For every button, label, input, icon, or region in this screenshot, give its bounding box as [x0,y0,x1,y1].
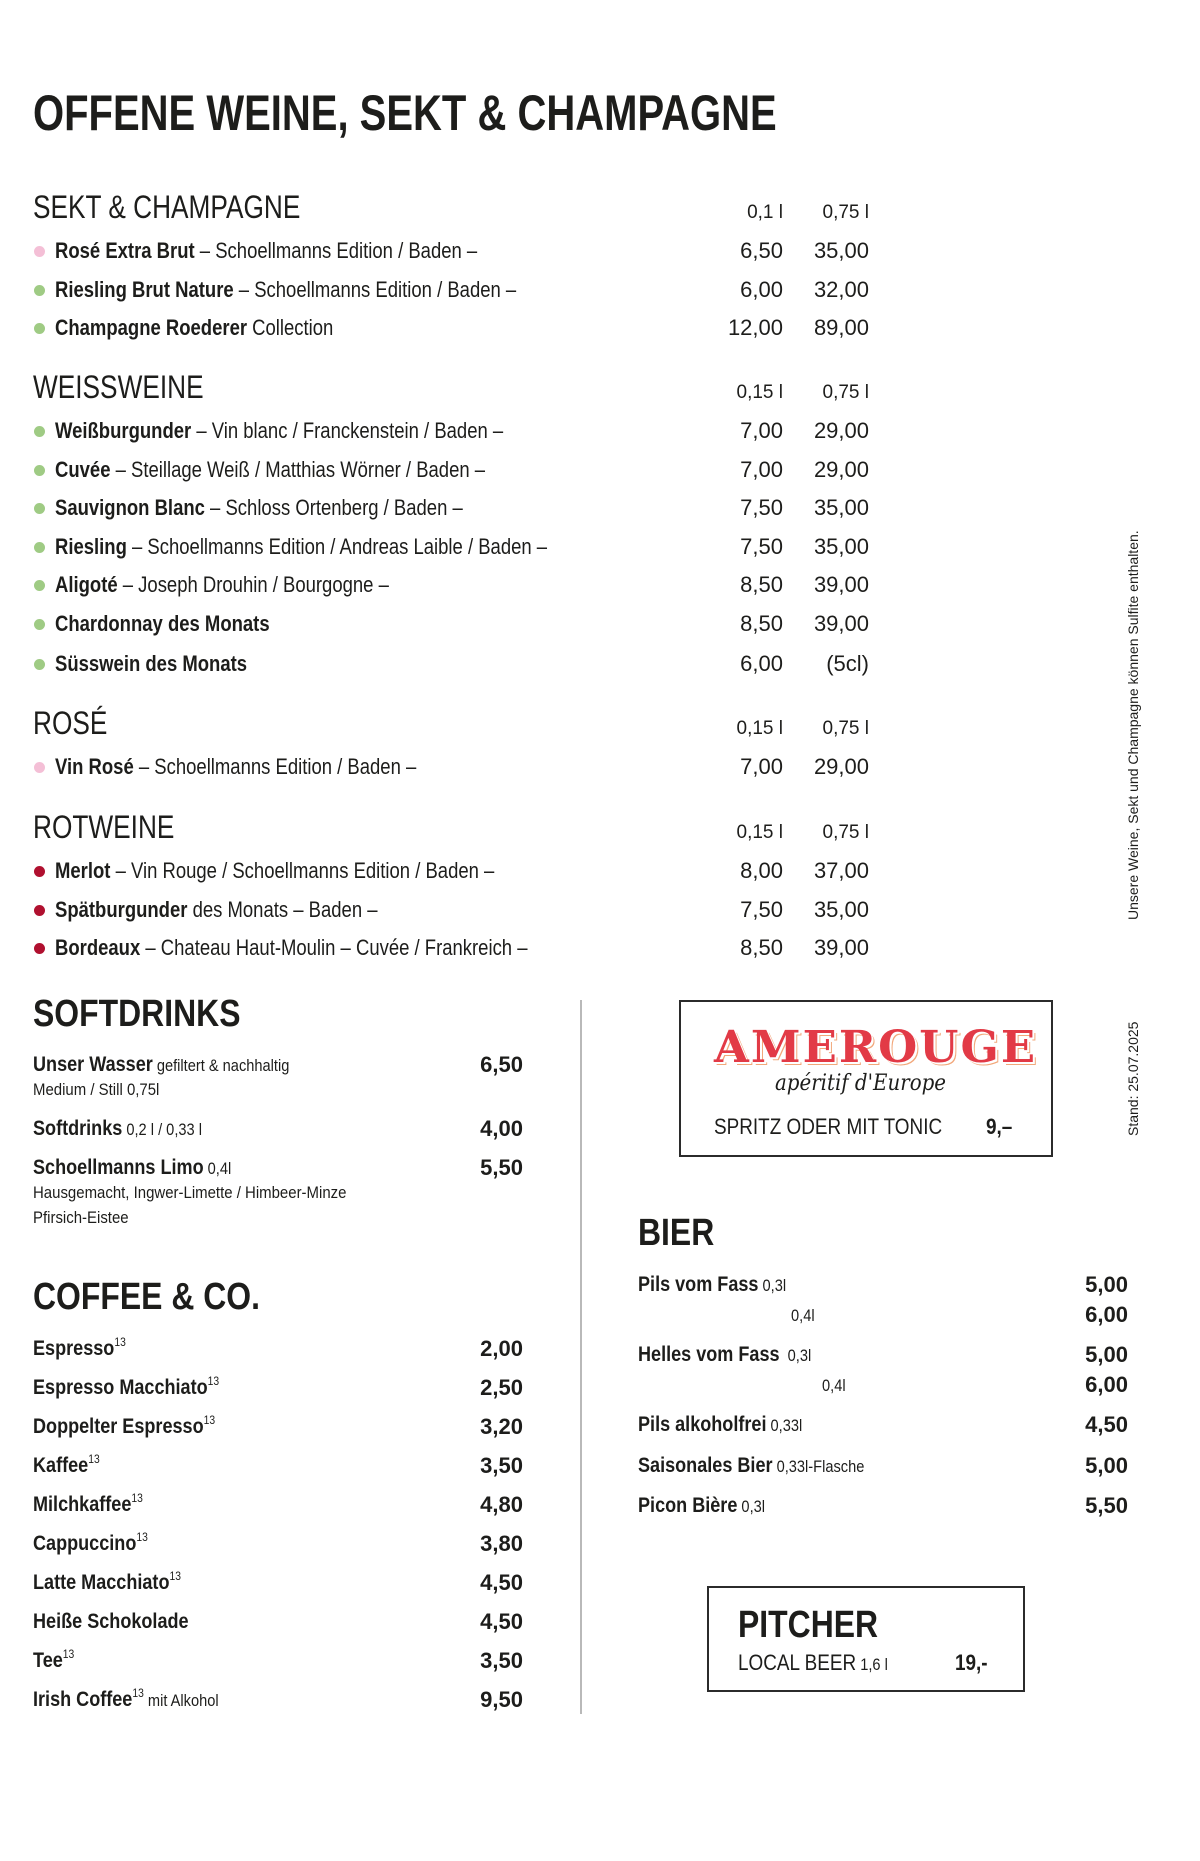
wine-name: Aligoté – Joseph Drouhin / Bourgogne – [55,572,389,597]
price-bottle: 35,00 [813,533,869,559]
menu-item-coffee: Kaffee$^{13}$ [33,1452,100,1477]
wine-row [30,493,910,523]
menu-item-picon-biere: Picon Bière 0,3l [638,1494,766,1517]
wine-category-heading: WEISSWEINE [33,369,204,405]
wine-row [30,313,910,343]
wine-row [30,570,910,600]
wine-name: Vin Rosé – Schoellmanns Edition / Baden – [55,754,417,779]
price: 5,50 [1085,1493,1128,1518]
stand-date: Stand: 25.07.2025 [1125,1021,1141,1136]
sulfite-note: Unsere Weine, Sekt und Champagne können Sulfite enthalten. [1125,530,1141,920]
menu-item-subtext: Medium / Still 0,75l [33,1080,160,1099]
bullet-dot-icon [34,905,45,916]
volume-header: 0,75 l [822,202,869,223]
pitcher-label: LOCAL BEER 1,6 l [738,1650,888,1675]
menu-item-coffee: Latte Macchiato$^{13}$ [33,1569,181,1594]
price: 6,00 [1085,1372,1128,1397]
price: 6,00 [1085,1302,1128,1327]
bier-heading: BIER [638,1212,715,1254]
wine-row [30,609,910,639]
price: 3,20 [480,1414,523,1439]
allergen-footnote: 13 [132,1686,144,1700]
price: 9,50 [480,1687,523,1712]
price-glass: 6,50 [740,238,783,263]
bullet-dot-icon [34,285,45,296]
price-bottle: 29,00 [813,754,869,779]
price: 3,80 [480,1531,523,1556]
allergen-footnote: 13 [203,1413,216,1427]
allergen-footnote: 13 [114,1335,126,1349]
amerouge-box [679,1000,1053,1157]
price-glass: 12,00 [727,315,783,340]
wine-name: Bordeaux – Chateau Haut-Moulin – Cuvée / Frankreich – [55,935,528,960]
wine-category-heading: ROSÉ [33,705,108,741]
coffee-heading: COFFEE & CO. [33,1276,260,1318]
wine-name: Sauvignon Blanc – Schloss Ortenberg / Baden – [55,495,463,520]
price-glass: 7,50 [740,896,783,922]
price-bottle: 39,00 [813,610,869,636]
bullet-dot-icon [34,465,45,476]
wine-name: Riesling Brut Nature – Schoellmanns Edition / Baden – [55,276,517,302]
menu-item-subtext: Hausgemacht, Ingwer-Limette / Himbeer-Minze [33,1183,347,1202]
price-bottle: 35,00 [813,495,869,520]
wine-row [30,752,910,782]
price-bottle: 29,00 [813,456,869,482]
wine-category-heading: ROTWEINE [33,809,175,845]
price-glass: 7,00 [740,456,783,482]
menu-item-coffee: Irish Coffee$^{13}$ mit Alkohol [33,1686,219,1711]
wine-name: Champagne Roederer Collection [55,315,334,340]
menu-item-coffee: Espresso Macchiato$^{13}$ [33,1374,220,1399]
price-bottle: 39,00 [813,935,869,960]
price-bottle: 37,00 [813,858,869,883]
softdrinks-heading: SOFTDRINKS [33,993,241,1035]
volume-header: 0,1 l [747,202,783,223]
price-glass: 7,00 [740,418,783,443]
menu-item-coffee: Tee$^{13}$ [33,1647,75,1672]
price: 4,50 [1085,1412,1128,1437]
wine-row [30,236,910,266]
wine-row [30,455,910,485]
bullet-dot-icon [34,943,45,954]
price: 5,00 [1085,1272,1128,1297]
menu-item-saisonales-bier: Saisonales Bier 0,33l-Flasche [638,1454,865,1477]
price-bottle: 35,00 [813,896,869,922]
menu-item-schoellmanns-limo: Schoellmanns Limo 0,4l [33,1156,232,1179]
menu-item-volume: 0,4l [822,1376,846,1395]
price-bottle: 35,00 [813,238,869,263]
price: 4,50 [480,1609,523,1634]
wine-name: Chardonnay des Monats [55,610,270,636]
price-glass: 8,00 [740,858,783,883]
bullet-dot-icon [34,246,45,257]
price: 5,50 [480,1155,523,1180]
price-glass: 8,50 [740,610,783,636]
price: 4,00 [480,1116,523,1141]
price-bottle: 89,00 [813,315,869,340]
menu-item-volume: 0,4l [791,1306,815,1325]
price-glass: 6,00 [740,276,783,302]
bullet-dot-icon [34,762,45,773]
wine-category-heading: SEKT & CHAMPAGNE [33,189,301,225]
volume-header: 0,15 l [736,382,783,403]
amerouge-logo: AMEROUGE [714,1022,1038,1073]
price: 6,50 [480,1052,523,1077]
wine-name: Cuvée – Steillage Weiß / Matthias Wörner / Baden – [55,456,486,482]
wine-row [30,649,910,679]
menu-item-pils-vom-fass: Pils vom Fass 0,3l [638,1273,787,1296]
price-glass: 8,50 [740,572,783,597]
wine-name: Merlot – Vin Rouge / Schoellmanns Edition / Baden – [55,858,495,883]
wine-name: Süsswein des Monats [55,651,248,676]
allergen-footnote: 13 [131,1491,143,1505]
bullet-dot-icon [34,659,45,670]
volume-header: 0,75 l [822,382,869,403]
allergen-footnote: 13 [62,1647,75,1661]
column-divider [580,1000,582,1714]
price: 3,50 [480,1453,523,1478]
wine-row [30,933,910,963]
price-glass: 7,50 [740,495,783,520]
menu-item-subtext: Pfirsich-Eistee [33,1208,129,1227]
allergen-footnote: 13 [136,1530,148,1544]
menu-item-coffee: Heiße Schokolade [33,1610,189,1633]
price-glass: 6,00 [740,651,783,676]
price: 4,80 [480,1492,523,1517]
bullet-dot-icon [34,619,45,630]
pitcher-heading: PITCHER [738,1604,879,1646]
volume-header: 0,15 l [736,822,783,843]
menu-item-softdrinks: Softdrinks 0,2 l / 0,33 l [33,1117,202,1140]
wine-row [30,416,910,446]
bullet-dot-icon [34,503,45,514]
wine-name: Weißburgunder – Vin blanc / Franckenstein / Baden – [55,418,504,443]
price-glass: 8,50 [740,935,783,960]
wine-row [30,856,910,886]
price-bottle: 29,00 [813,418,869,443]
allergen-footnote: 13 [88,1452,100,1466]
volume-header: 0,75 l [822,822,869,843]
amerouge-price: 9,– [986,1114,1013,1139]
bullet-dot-icon [34,542,45,553]
price: 5,00 [1085,1453,1128,1478]
wine-row [30,532,910,562]
price-bottle: 39,00 [813,572,869,597]
price-glass: 7,00 [740,754,783,779]
wine-row [30,275,910,305]
price: 4,50 [480,1570,523,1595]
pitcher-box [707,1586,1025,1692]
bullet-dot-icon [34,580,45,591]
bullet-dot-icon [34,866,45,877]
wine-name: Riesling – Schoellmanns Edition / Andreas Laible / Baden – [55,533,548,559]
price: 2,00 [480,1336,523,1361]
wine-row [30,895,910,925]
allergen-footnote: 13 [207,1374,220,1388]
menu-item-unser-wasser: Unser Wasser gefiltert & nachhaltig [33,1053,290,1076]
price: 5,00 [1085,1342,1128,1367]
bullet-dot-icon [34,323,45,334]
menu-item-pils-alkoholfrei: Pils alkoholfrei 0,33l [638,1413,803,1436]
wine-name: Spätburgunder des Monats – Baden – [55,896,378,922]
wine-name: Rosé Extra Brut – Schoellmanns Edition / Baden – [55,238,478,263]
pitcher-price: 19,- [955,1650,988,1675]
price: 2,50 [480,1375,523,1400]
volume-header: 0,15 l [736,718,783,739]
amerouge-offer: SPRITZ ODER MIT TONIC [714,1114,943,1139]
price-bottle: 32,00 [813,276,869,302]
price-bottle: (5cl) [826,651,869,676]
allergen-footnote: 13 [169,1569,181,1583]
menu-item-coffee: Espresso$^{13}$ [33,1335,126,1360]
price-glass: 7,50 [740,533,783,559]
bullet-dot-icon [34,426,45,437]
price: 3,50 [480,1648,523,1673]
volume-header: 0,75 l [822,718,869,739]
page-title: OFFENE WEINE, SEKT & CHAMPAGNE [33,85,777,141]
menu-item-coffee: Milchkaffee$^{13}$ [33,1491,143,1516]
menu-item-coffee: Doppelter Espresso$^{13}$ [33,1413,216,1438]
amerouge-logo-script: apéritif d'Europe [775,1071,947,1096]
menu-item-helles-vom-fass: Helles vom Fass 0,3l [638,1343,812,1366]
menu-item-coffee: Cappuccino$^{13}$ [33,1530,148,1555]
